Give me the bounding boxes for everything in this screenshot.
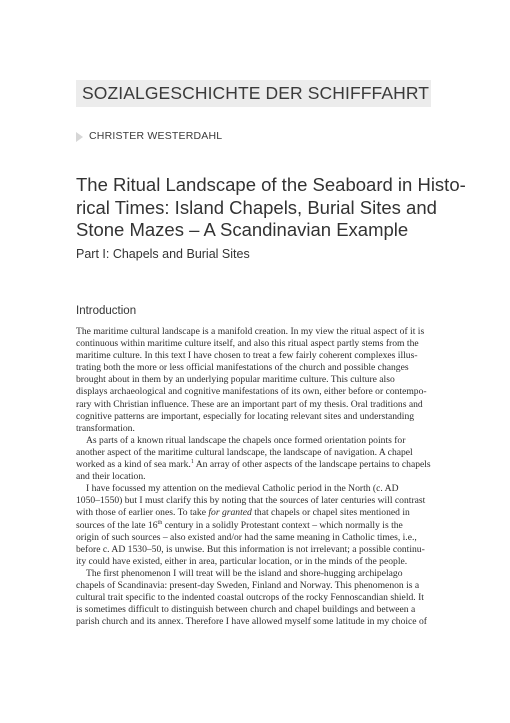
text-line: another aspect of the maritime cultural landscape, the landscape of navigation. A chapel [76,446,413,458]
text-line: rary with Christian influence. These are an important part of my thesis. Oral traditions and [76,398,423,410]
article-title [76,174,466,242]
article-title-line: Stone Mazes – A Scandinavian Example [76,219,409,240]
text-line: 1050–1550) but I must clarify this by noting that the sources of later centuries will contrast [76,495,426,507]
text-line: worked as a kind of sea mark.$^1$ An array of other aspects of the landscape pertains to chapels [76,459,431,471]
footnote-ref[interactable]: 1 [190,459,194,466]
section-title: SOZIALGESCHICHTE DER SCHIFFFAHRT [82,83,430,103]
text-line: maritime culture. In this text I have chosen to treat a few fairly coherent complexes illus- [76,350,418,362]
body-text [76,326,432,628]
text-line: trating both the more or less official manifestations of the church and possible changes [76,362,409,374]
text-line: continuous within maritime culture itself, and also this ritual aspect partly stems from the [76,338,419,350]
text-line: origin of such sources – also existed and/or had the same meaning in Catholic times, i.e., [76,531,417,543]
text-line: transformation. [76,422,135,434]
text-line: is sometimes difficult to distinguish between church and chapel buildings and between a [76,604,416,616]
text-line: The first phenomenon I will treat will be the island and shore-hugging archipelago [86,567,403,579]
section-heading-introduction: Introduction [76,305,137,317]
text-line: As parts of a known ritual landscape the chapels once formed orientation points for [86,434,406,446]
text-line: sources of the late 16th century in a solidly Protestant context – which normally is the [76,519,403,531]
article-subtitle: Part I: Chapels and Burial Sites [76,247,250,261]
text-line: chapels of Scandinavia: present-day Sweden, Finland and Norway. This phenomenon is a [76,579,420,591]
text-line: displays archaeological and cognitive manifestations of its own, either before or contempo- [76,386,427,398]
triangle-marker-icon [76,132,83,142]
text-line: cognitive patterns are important, especially for locating relevant sites and understanding [76,410,415,422]
article-title-line: The Ritual Landscape of the Seaboard in Histo- [76,174,466,195]
text-line: I have focussed my attention on the medieval Catholic period in the North (c. AD [86,483,399,495]
text-line: ity could have existed, either in area, particular location, or in the minds of the people. [76,555,408,567]
text-line: The maritime cultural landscape is a manifold creation. In my view the ritual aspect of it is [76,326,425,337]
text-line: parish church and its annex. Therefore I have allowed myself some latitude in my choice of [76,616,427,628]
text-line: and their location. [76,471,146,483]
text-line: before c. AD 1530–50, is unwise. But this information is not irrelevant; a possible continu- [76,543,425,555]
text-line: brought about in them by an underlying popular maritime culture. This culture also [76,374,395,386]
article-title-line: rical Times: Island Chapels, Burial Sites and [76,196,437,218]
author-name: CHRISTER WESTERDAHL [89,130,223,142]
text-line: cultural trait specific to the indented coastal outcrops of the rocky Fennoscandian shield. It [76,592,424,604]
text-line: with those of earlier ones. To take for granted that chapels or chapel sites mentioned in [76,507,410,519]
